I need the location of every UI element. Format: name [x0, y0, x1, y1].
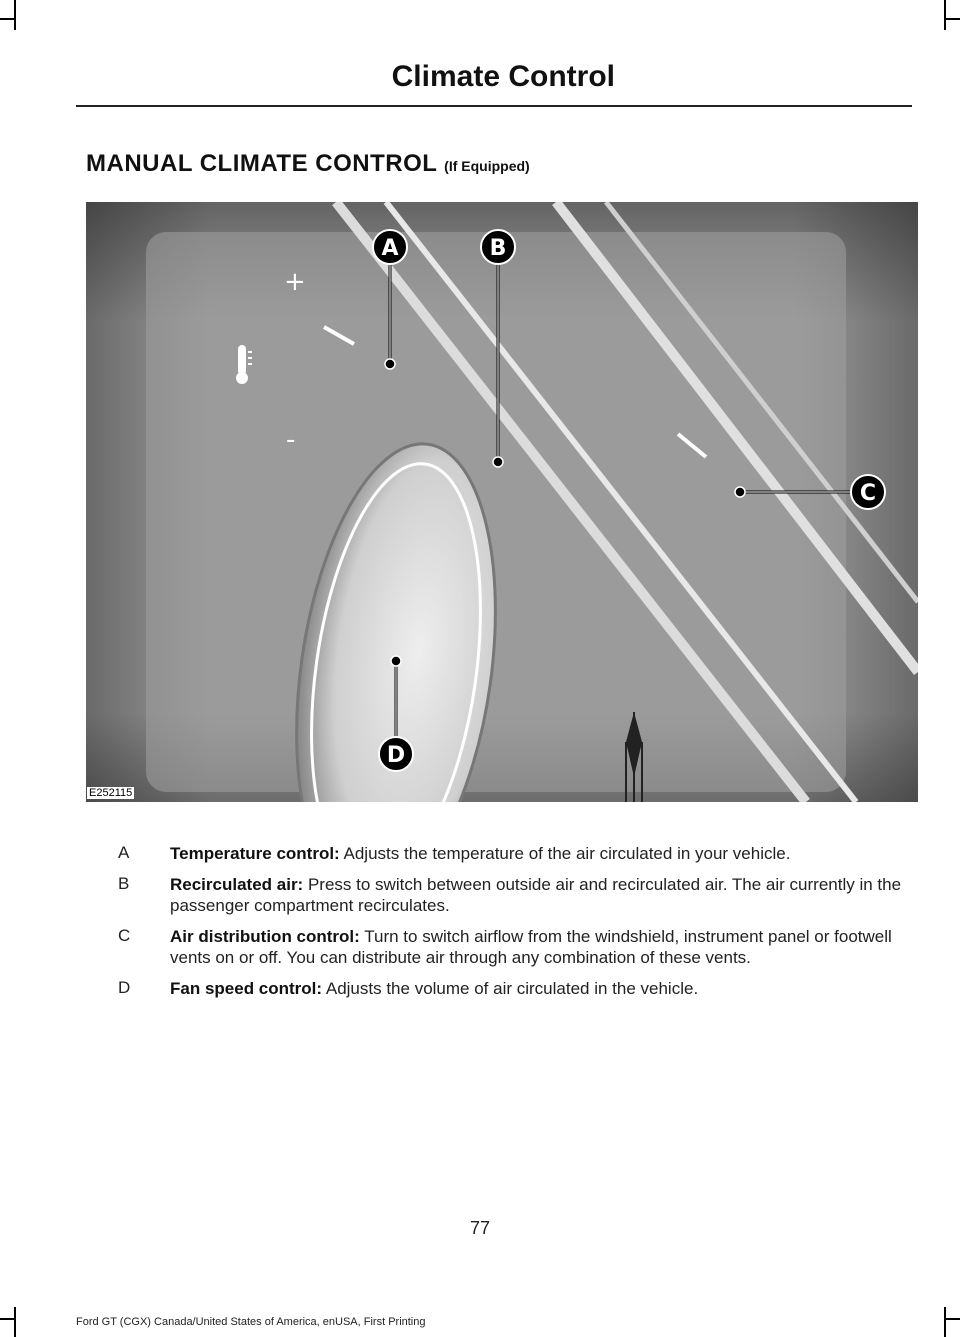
legend-letter: C	[118, 926, 131, 945]
crop-mark-bottom-left-v	[14, 1307, 16, 1337]
crop-mark-top-left-h	[0, 18, 14, 20]
legend-body: Press to switch between outside air and recirculated air. The air currently in the passenger compartment recirculates.	[170, 875, 902, 915]
legend-item-c	[118, 926, 903, 968]
callout-legend	[118, 843, 903, 1009]
legend-letter: B	[118, 874, 130, 893]
legend-item-b	[118, 874, 903, 916]
callout-b-dot	[493, 457, 503, 467]
legend-description	[170, 843, 903, 864]
legend-item-a	[118, 843, 903, 864]
legend-description	[170, 978, 903, 999]
callout-a-label: A	[381, 236, 399, 261]
header-rule	[76, 105, 912, 107]
callout-c-dot	[735, 487, 745, 497]
climate-control-figure	[86, 202, 918, 802]
legend-description	[170, 926, 903, 968]
legend-letter: A	[118, 843, 130, 862]
crop-mark-top-right-h	[946, 18, 960, 20]
section-heading-text: MANUAL CLIMATE CONTROL	[86, 150, 437, 177]
figure-code: E252115	[89, 787, 133, 799]
legend-term: Air distribution control:	[170, 927, 360, 946]
callout-b-label: B	[489, 236, 507, 261]
callout-c-label: C	[859, 481, 877, 506]
legend-body: Adjusts the volume of air circulated in the vehicle.	[322, 979, 699, 998]
legend-description	[170, 874, 903, 916]
footer-note: Ford GT (CGX) Canada/United States of America, enUSA, First Printing	[76, 1316, 426, 1328]
control-panel	[146, 232, 846, 792]
crop-mark-bottom-right-h	[946, 1318, 960, 1320]
page-number: 77	[469, 1218, 491, 1238]
legend-term: Fan speed control:	[170, 979, 323, 998]
legend-letter: D	[118, 978, 131, 997]
crop-mark-top-left-v	[14, 0, 16, 30]
legend-term: Temperature control:	[170, 844, 340, 863]
legend-item-d	[118, 978, 903, 999]
legend-term: Recirculated air:	[170, 875, 304, 894]
temp-minus-mark: -	[286, 425, 296, 455]
crop-mark-top-right-v	[944, 0, 946, 30]
callout-d-label: D	[386, 743, 406, 768]
climate-control-illustration	[86, 202, 918, 802]
section-heading-qualifier: (If Equipped)	[444, 158, 530, 174]
callout-d-dot	[391, 656, 401, 666]
crop-mark-bottom-right-v	[944, 1307, 946, 1337]
page-header-title: Climate Control	[391, 60, 615, 93]
crop-mark-bottom-left-h	[0, 1318, 14, 1320]
callout-a-dot	[385, 359, 395, 369]
section-heading	[86, 150, 530, 178]
legend-body: Adjusts the temperature of the air circulated in your vehicle.	[339, 844, 791, 863]
temp-plus-mark: +	[284, 267, 306, 297]
legend-body: Turn to switch airflow from the windshield, instrument panel or footwell vents on or off. You can distribute air through any combination of these vents.	[170, 927, 892, 967]
